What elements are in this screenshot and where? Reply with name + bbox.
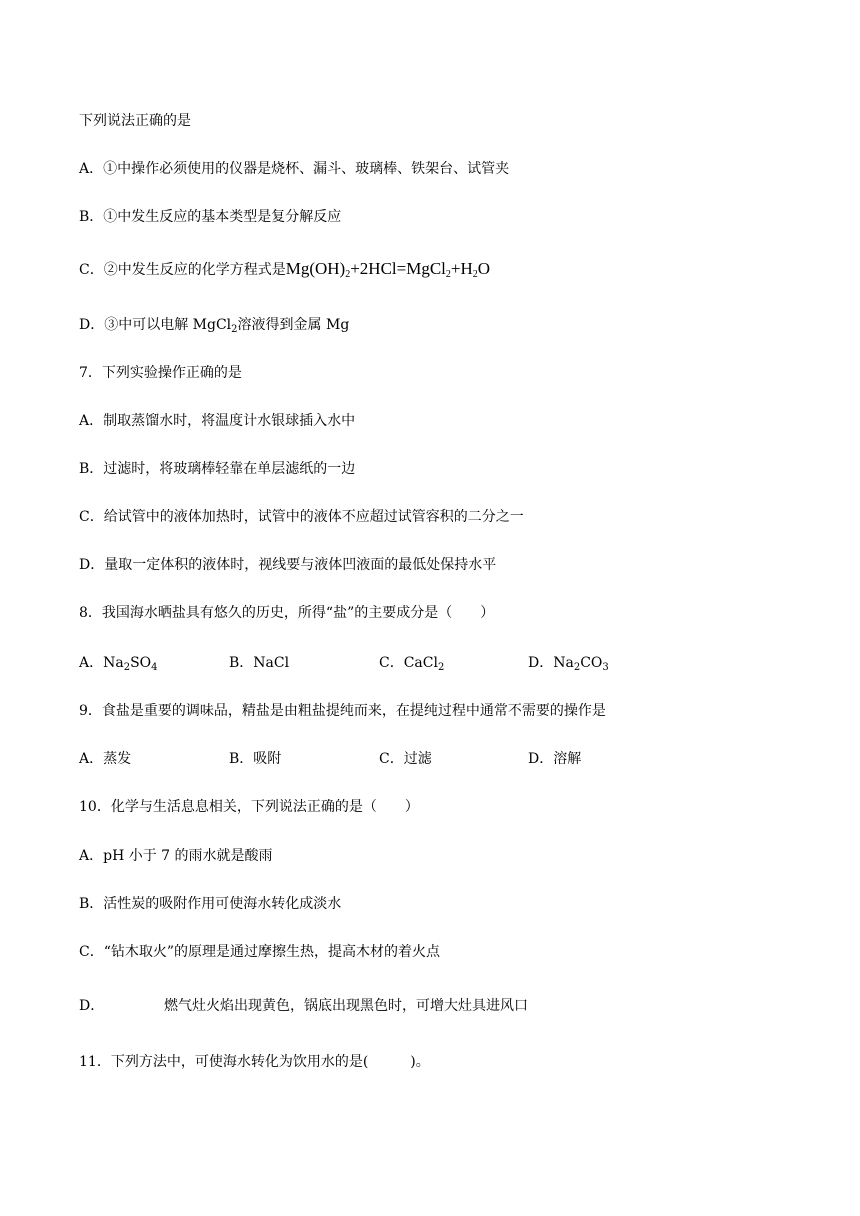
q10-option-a: A．pH 小于 7 的雨水就是酸雨	[79, 848, 273, 864]
q8-option-b: B．NaCl	[229, 655, 290, 671]
q7-option-d: D．量取一定体积的液体时，视线要与液体凹液面的最低处保持水平	[79, 557, 497, 573]
q8-option-a: A．$Na_2SO_4$	[79, 655, 158, 673]
q8-option-c: C．CaCl$_2$	[379, 655, 445, 673]
q9-option-d: D．溶解	[528, 751, 582, 767]
q9-option-c: C．过滤	[379, 751, 432, 767]
q10-option-d-label: D．	[79, 998, 105, 1014]
q8-option-d: D．$Na_2CO_3$	[528, 655, 609, 673]
q10-option-d-text: 燃气灶火焰出现黄色，锅底出现黑色时，可增大灶具进风口	[164, 998, 528, 1014]
q9-option-b: B．吸附	[229, 751, 282, 767]
q6-option-c-prefix: C．②中发生反应的化学方程式是	[79, 262, 286, 278]
q6-option-a: A．①中操作必须使用的仪器是烧杯、漏斗、玻璃棒、铁架台、试管夹	[79, 161, 510, 177]
q8-stem: 8．我国海水晒盐具有悠久的历史，所得“盐”的主要成分是（ ）	[79, 605, 495, 621]
q7-option-a: A．制取蒸馏水时，将温度计水银球插入水中	[79, 413, 356, 429]
q11-stem: 11．下列方法中，可使海水转化为饮用水的是( )。	[79, 1054, 430, 1070]
q10-option-c: C．“钻木取火”的原理是通过摩擦生热，提高木材的着火点	[79, 944, 441, 960]
q7-stem: 7．下列实验操作正确的是	[79, 365, 242, 381]
q9-option-a: A．蒸发	[79, 751, 132, 767]
q10-option-b: B．活性炭的吸附作用可使海水转化成淡水	[79, 896, 342, 912]
q7-option-b: B．过滤时，将玻璃棒轻靠在单层滤纸的一边	[79, 461, 356, 477]
q7-option-c: C．给试管中的液体加热时，试管中的液体不应超过试管容积的二分之一	[79, 509, 524, 525]
q6-option-d: D．③中可以电解 MgCl$_2$溶液得到金属 Mg	[79, 317, 350, 335]
q6-option-c	[79, 259, 490, 280]
q9-stem: 9．食盐是重要的调味品，精盐是由粗盐提纯而来，在提纯过程中通常不需要的操作是	[79, 703, 606, 719]
chemical-equation: $Mg(OH)_2+2HCl=MgCl_2+H_2O$	[285, 259, 491, 280]
q6-stem: 下列说法正确的是	[79, 113, 191, 129]
q6-option-b: B．①中发生反应的基本类型是复分解反应	[79, 209, 342, 225]
q10-stem: 10．化学与生活息息相关，下列说法正确的是（ ）	[79, 799, 419, 815]
